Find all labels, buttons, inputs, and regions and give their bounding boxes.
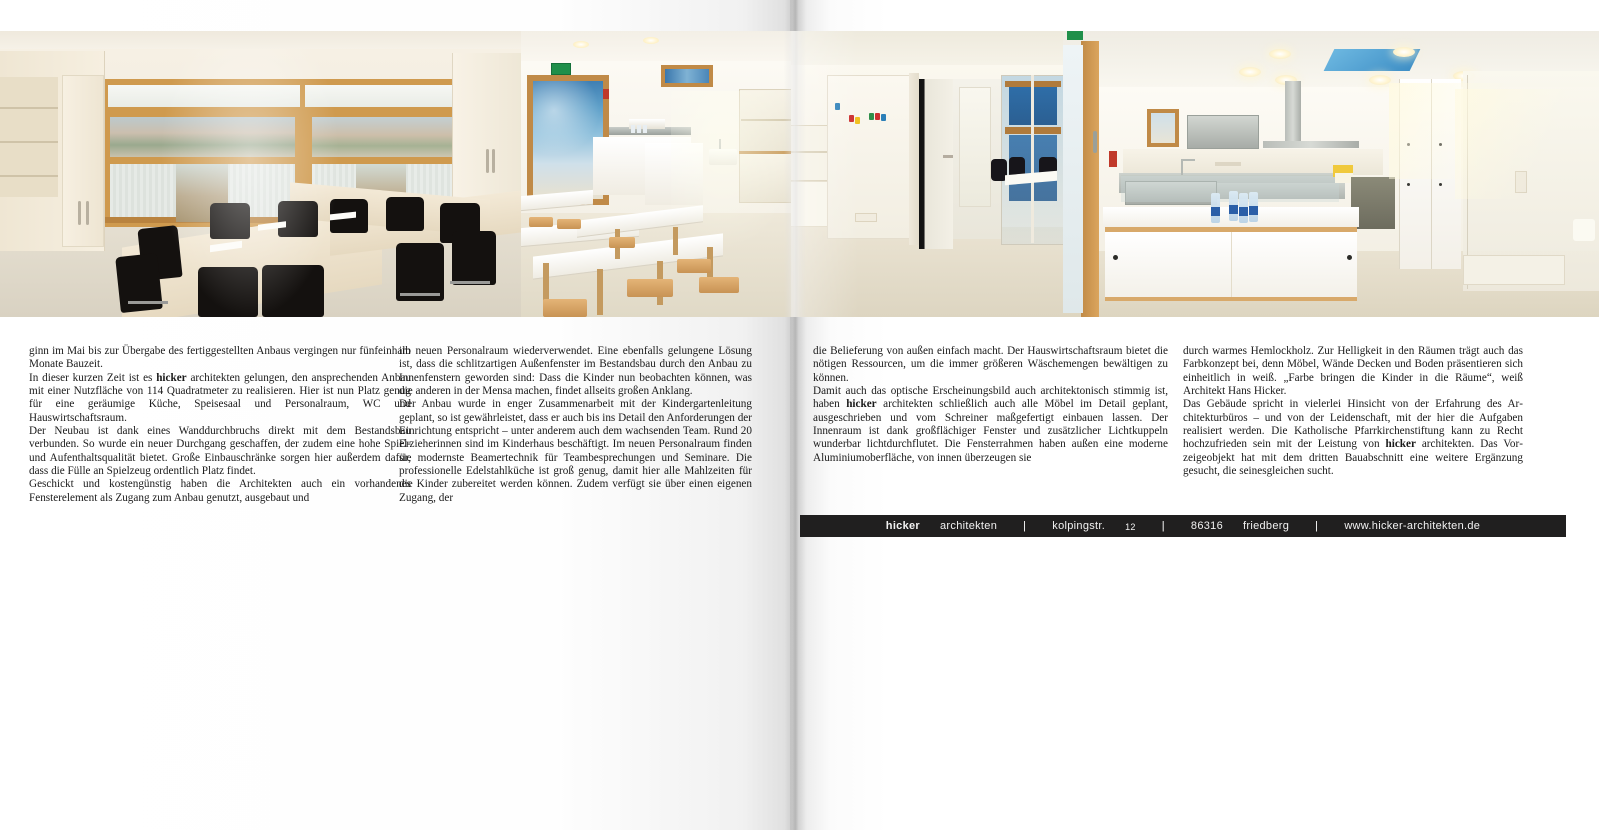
text-column-1: [29, 345, 411, 505]
footer-brand: [886, 520, 997, 532]
footer-separator-2: |: [1161, 520, 1165, 532]
emphasis-brand: hicker: [1385, 438, 1416, 451]
paragraph: In dieser kurzen Zeit ist es hicker architekten gelungen, den ansprechenden Anbau mit einer Nutzfläche von 114 Quadratmeter zu realisieren. Hier ist nun Platz genug für eine geräumige Küche, Speisesaal und Personalraum, WC und Hauswirtschaftsraum.: [29, 371, 411, 424]
footer-street-number: 12: [1125, 521, 1136, 532]
footer-street: kolpingstr.: [1052, 520, 1106, 532]
text-column-4: [1183, 345, 1523, 478]
footer-brand-rest: architekten: [940, 520, 998, 532]
photo-1-scene: [0, 31, 521, 317]
text-column-2: [399, 345, 752, 505]
footer-separator-1: |: [1023, 520, 1027, 532]
imprint-footer-bar: [800, 515, 1566, 537]
paragraph: Der Neubau ist dank eines Wanddurchbruchs direkt mit dem Bestandsbau verbunden. So wurde ein neuer Durchgang geschaffen, der zudem eine hohe Spiel- und Aufenthaltsqualität bietet. Große Einbauschränke sorgen hier außerdem dafür, dass die Fülle an Spielzeug ordentlich Platz findet.: [29, 425, 411, 478]
photo-durchgang: [791, 31, 1063, 317]
photo-strip: [0, 31, 1599, 317]
footer-website[interactable]: www.hicker-architekten.de: [1344, 520, 1481, 532]
photo-besprechungsraum: [0, 31, 521, 317]
footer-brand-bold: hicker: [885, 520, 921, 532]
exit-sign-icon: [551, 63, 571, 75]
photo-3-scene: [791, 31, 1063, 317]
footer-separator-3: |: [1315, 520, 1319, 532]
paragraph: im neuen Personalraum wiederverwendet. Eine ebenfalls gelungene Lösung ist, dass die schlitzartigen Außenfenster im Bestandsbau durch den Anbau zu Innenfenstern geworden sind: Dass die Kinder nun beobachten können, was die anderen in der Mensa machen, findet allseits großen Anklang.: [399, 345, 752, 398]
text-column-3: [813, 345, 1168, 465]
paragraph: die Belieferung von außen einfach macht. Der Hauswirtschaftsraum bietet die nötigen Ressourcen, um die immer größeren Wäschemengen bewältigen zu können.: [813, 345, 1168, 384]
emphasis-brand: hicker: [846, 398, 877, 411]
photo-mensa: [521, 31, 791, 317]
footer-address-city: [1191, 520, 1289, 532]
photo-kueche: [1063, 31, 1599, 317]
photo-2-scene: [521, 31, 791, 317]
paragraph: durch warmes Hemlockholz. Zur Helligkeit in den Räumen trägt auch das Farbkonzept bei, denn Möbel, Wände Decken und Boden präsentieren sich einheitlich in weiß. „Farbe bringen die Kinder in die Räume“, weiß Architekt Hans Hicker.: [1183, 345, 1523, 398]
cabinet-unit: [0, 51, 105, 251]
photo-4-scene: [1063, 31, 1599, 317]
footer-address-street: [1052, 520, 1135, 532]
paragraph: Geschickt und kostengünstig haben die Architekten auch ein vorhandenes Fensterelement als Zugang zum Anbau genutzt, ausgebaut und: [29, 478, 411, 504]
emphasis-brand: hicker: [156, 371, 187, 384]
paragraph: Das Gebäude spricht in vielerlei Hinsicht von der Erfahrung des Architekturbüros – und von der Leidenschaft, mit der hier die Aufgaben realisiert werden. Die Katholische Pfarrkirchenstiftung kann zu Recht hochzufrieden sein mit der Leistung von hicker architekten. Das Vorzeigeobjekt hat mit dem dritten Bauabschnitt eine weitere Ergänzung gesucht, die seinesgleichen sucht.: [1183, 398, 1523, 478]
footer-city: friedberg: [1243, 520, 1290, 532]
paragraph: Der Anbau wurde in enger Zusammenarbeit mit der Kindergartenleitung geplant, so ist gewährleistet, dass er auch bis ins Detail den Anforderungen der Einrichtung entspricht – unter anderem auch dem wachsenden Team. Rund 20 Erzieherinnen sind im Kinderhaus beschäftigt. Im neuen Personalraum finden sie modernste Beamertechnik für Teambesprechungen und Seminare. Die professionelle Edelstahlküche ist groß genug, damit hier alle Mahlzeiten für die Kinder zubereitet werden können. Zudem verfügt sie über einen eigenen Zugang, der: [399, 398, 752, 504]
footer-postal-code: 86316: [1190, 520, 1224, 532]
paragraph: Damit auch das optische Erscheinungsbild auch architektonisch stimmig ist, haben hicker architekten schließlich auch alle Möbel im Detail geplant, ausgeschrieben und vom Schreiner maßgefertigt einbauen lassen. Der Innenraum ist dank großflächiger Fenster und zusätzlicher Lichtkuppeln wunderbar lichtdurchflutet. Die Fensterrahmen haben außen eine moderne Aluminiumoberfläche, von innen überzeugen sie: [813, 385, 1168, 464]
paragraph: ginn im Mai bis zur Übergabe des fertiggestellten Anbaus vergingen nur fünfeinhalb Monate Bauzeit.: [29, 345, 411, 371]
